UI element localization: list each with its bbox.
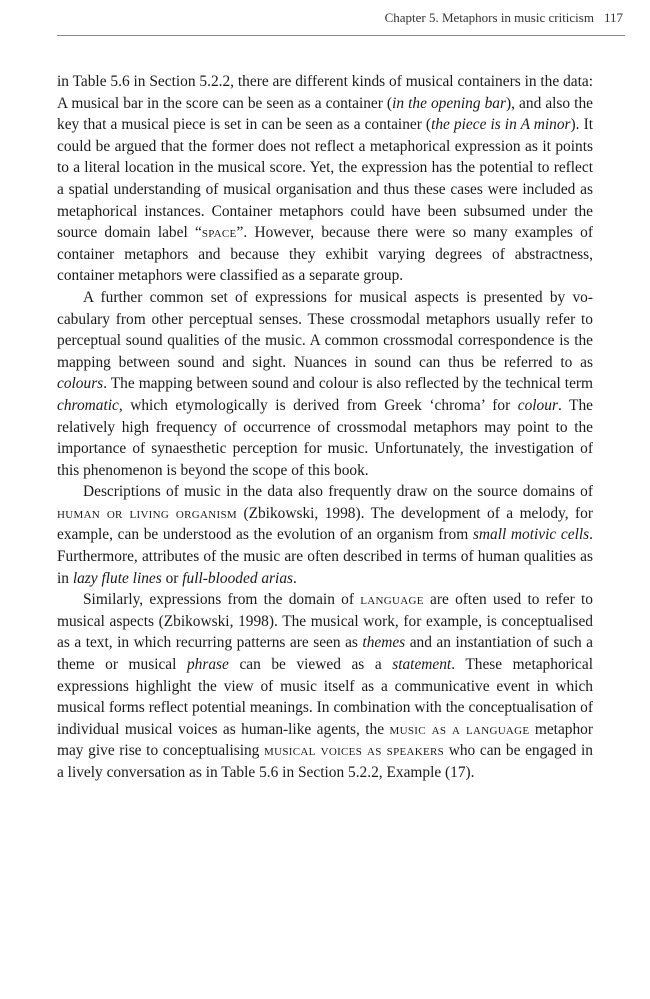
emphasis: small motivic cells (472, 526, 590, 544)
text-run: . The mapping between sound and colour is also reflected by the technical term (103, 375, 593, 393)
text-run: who can be engaged in a lively conversation as in Table 5.6 in Section 5.2.2, Example (17). (57, 742, 593, 781)
emphasis: phrase (186, 656, 229, 674)
text-run: Descriptions of music in the data also frequently draw on the source domains of (83, 483, 593, 501)
text-run: (Zbikowski, 1998). The development of a melody, for example, can be understood as the evolution of an organism from (57, 504, 593, 544)
emphasis: chromatic (57, 396, 119, 414)
emphasis: the piece is in A minor (431, 116, 571, 134)
text-run: metaphor may give rise to conceptualising (57, 720, 594, 760)
emphasis: in the opening bar (392, 94, 506, 112)
small-caps-term: space (201, 224, 237, 242)
small-caps-term: musical voices as speakers (264, 742, 445, 760)
paragraph-4 (57, 589, 593, 783)
small-caps-term: music as a language (389, 720, 530, 738)
text-run: ”. However, because there were so many examples of container metaphors and because they exhibit varying degrees of abstractness, container metaphors were classified as a separate group. (57, 224, 593, 285)
text-run: . The relatively high frequency of occurrence of crossmodal metaphors may point to the importance of synaesthetic perception for music. Unfortunately, the investigation of this phenomenon is beyond the scope of this book. (57, 396, 593, 479)
text-run: are often used to refer to musical aspects (Zbikowski, 1998). The musical work, for example, is conceptualised as a text, in which recurring patterns are seen as (57, 591, 593, 652)
small-caps-term: language (360, 591, 424, 609)
emphasis: colour (517, 396, 558, 414)
text-run: . These metaphorical expressions highlight the view of music itself as a communicative event in which musical forms reflect potential meanings. In combination with the conceptualisation of individual musical voices as human-like agents, the (57, 656, 593, 738)
text-run: . (293, 569, 297, 587)
body-text (57, 71, 593, 784)
text-run: , which etymologically is derived from Greek ‘chroma’ for (118, 396, 518, 414)
text-run: A further common set of expressions for musical aspects is presented by vocabulary from other perceptual senses. These crossmodal metaphors usually refer to perceptual sound qualities of the music. A common crossmodal correspondence is the mapping between sound and sight. Nuances in sound can thus be referred to as (57, 288, 593, 371)
text-run: Similarly, expressions from the domain of (83, 591, 361, 609)
text-run: ), and also the key that a musical piece is set in can be seen as a container ( (57, 94, 593, 134)
header-rule (57, 35, 625, 36)
text-run: . Furthermore, attributes of the music are often described in terms of human qualities as in (57, 526, 593, 587)
emphasis: full-blooded arias (182, 569, 294, 587)
running-head (57, 10, 623, 26)
emphasis: themes (362, 634, 406, 652)
emphasis: colours (57, 375, 104, 393)
text-run: and an instantiation of such a theme or musical (57, 634, 593, 674)
paragraph-3 (57, 481, 593, 589)
paragraph-1 (57, 71, 593, 287)
emphasis: lazy flute lines (72, 569, 162, 587)
chapter-title: Chapter 5. Metaphors in music criticism (384, 10, 594, 25)
text-run: or (161, 569, 183, 587)
paragraph-2 (57, 287, 593, 481)
small-caps-term: human or living organism (57, 504, 237, 522)
text-run: can be viewed as a (228, 656, 393, 674)
text-run: in Table 5.6 in Section 5.2.2, there are different kinds of musical containers in the data: A musical bar in the score can be seen as a container ( (57, 73, 593, 112)
text-run: ). It could be argued that the former does not reflect a metaphorical expression as it points to a literal location in the musical score. Yet, the expression has the potential to reflect a spatial understanding of musical organisation and thus these cases were included as metaphorical instances. Container metaphors could have been subsumed under the source domain label “ (57, 116, 593, 242)
page-number: 117 (603, 10, 623, 25)
emphasis: statement (392, 656, 452, 674)
